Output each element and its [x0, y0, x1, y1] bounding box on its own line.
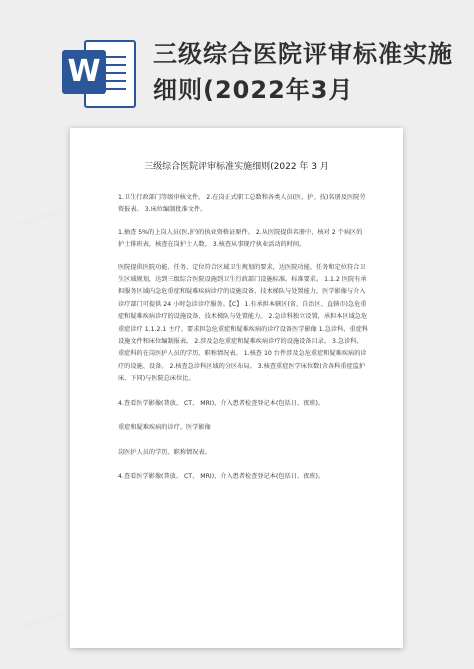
- document-paragraph: 岗医护人员的学历、职称情况表。: [118, 448, 211, 456]
- document-body: [118, 192, 368, 495]
- document-paragraph: 重症和疑难疾病的诊疗。医学影像: [118, 424, 211, 432]
- word-icon: [58, 36, 136, 114]
- document-page: [70, 128, 403, 648]
- document-paragraph: 4.查看医学影像(普放、 CT、 MRI)、介入患者检查登记本(包括日、夜班)。: [118, 399, 325, 407]
- document-paragraph: 医院提供医院功能、任务、定位符合区域卫生规划的要求，达医院功能、任务和定位符合卫生区域规划，达到三级综合医院设施到卫生行政部门设施标准。标准要求。 1.1.2 医院有承担服务区域内急危重症和疑难疾病诊疗的设施设备、技术梯队与处置能力，医学影像与介入诊疗部门可提供 24 小时急诊诊疗服务。【C】 1.有承担本辖区(省、自治区、直辖市)急危重症和疑难疾病诊疗的设施设备、技术梯队与处置能力。 2.急诊科独立设置，承担本区域急危重症诊疗 1.1.2.1 主疗。要求担急危重症和疑难疾病的诊疗设备医学影像 1.急诊科、重症科设施文件和床位编制报表。 2.涉及急危重症和疑难疾病诊疗的设施设备目录。 3.急诊科、重症科的在岗医护人员的学历、职称情况表。 1.核查 10 台件涉及急危重症和疑难疾病的诊疗的设施、设备。 2.核查急诊科区域的分区布局。 3.核查重症医学床位数(含各科重症监护床、下同)与医院总床位比。: [118, 263, 369, 383]
- document-paragraph: 4.查看医学影像(普放、 CT、 MRI)、介入患者检查登记本(包括日、夜班)。: [118, 472, 325, 480]
- document-paragraph: 1.抽查 5%的上岗人员(医,护)的执业资格证原件。 2.从医院提供名册中，核对 2 个病区的护士排班表，核查在岗护士人数。 3.核查从事现疗执业活动的时间。: [118, 228, 363, 249]
- document-title: 三级综合医院评审标准实施细则(2022 年 3 月: [144, 162, 329, 172]
- page-title: 三级综合医院评审标准实施细则(2022年3月: [153, 40, 453, 104]
- document-paragraph: 1.卫生行政部门等级审核文件。 2.在岗正式职工总数和各类人员(医、护、技)名册及医院劳资报表。 3.床位编制批准文件。: [118, 194, 366, 214]
- word-icon-badge: W: [62, 50, 106, 94]
